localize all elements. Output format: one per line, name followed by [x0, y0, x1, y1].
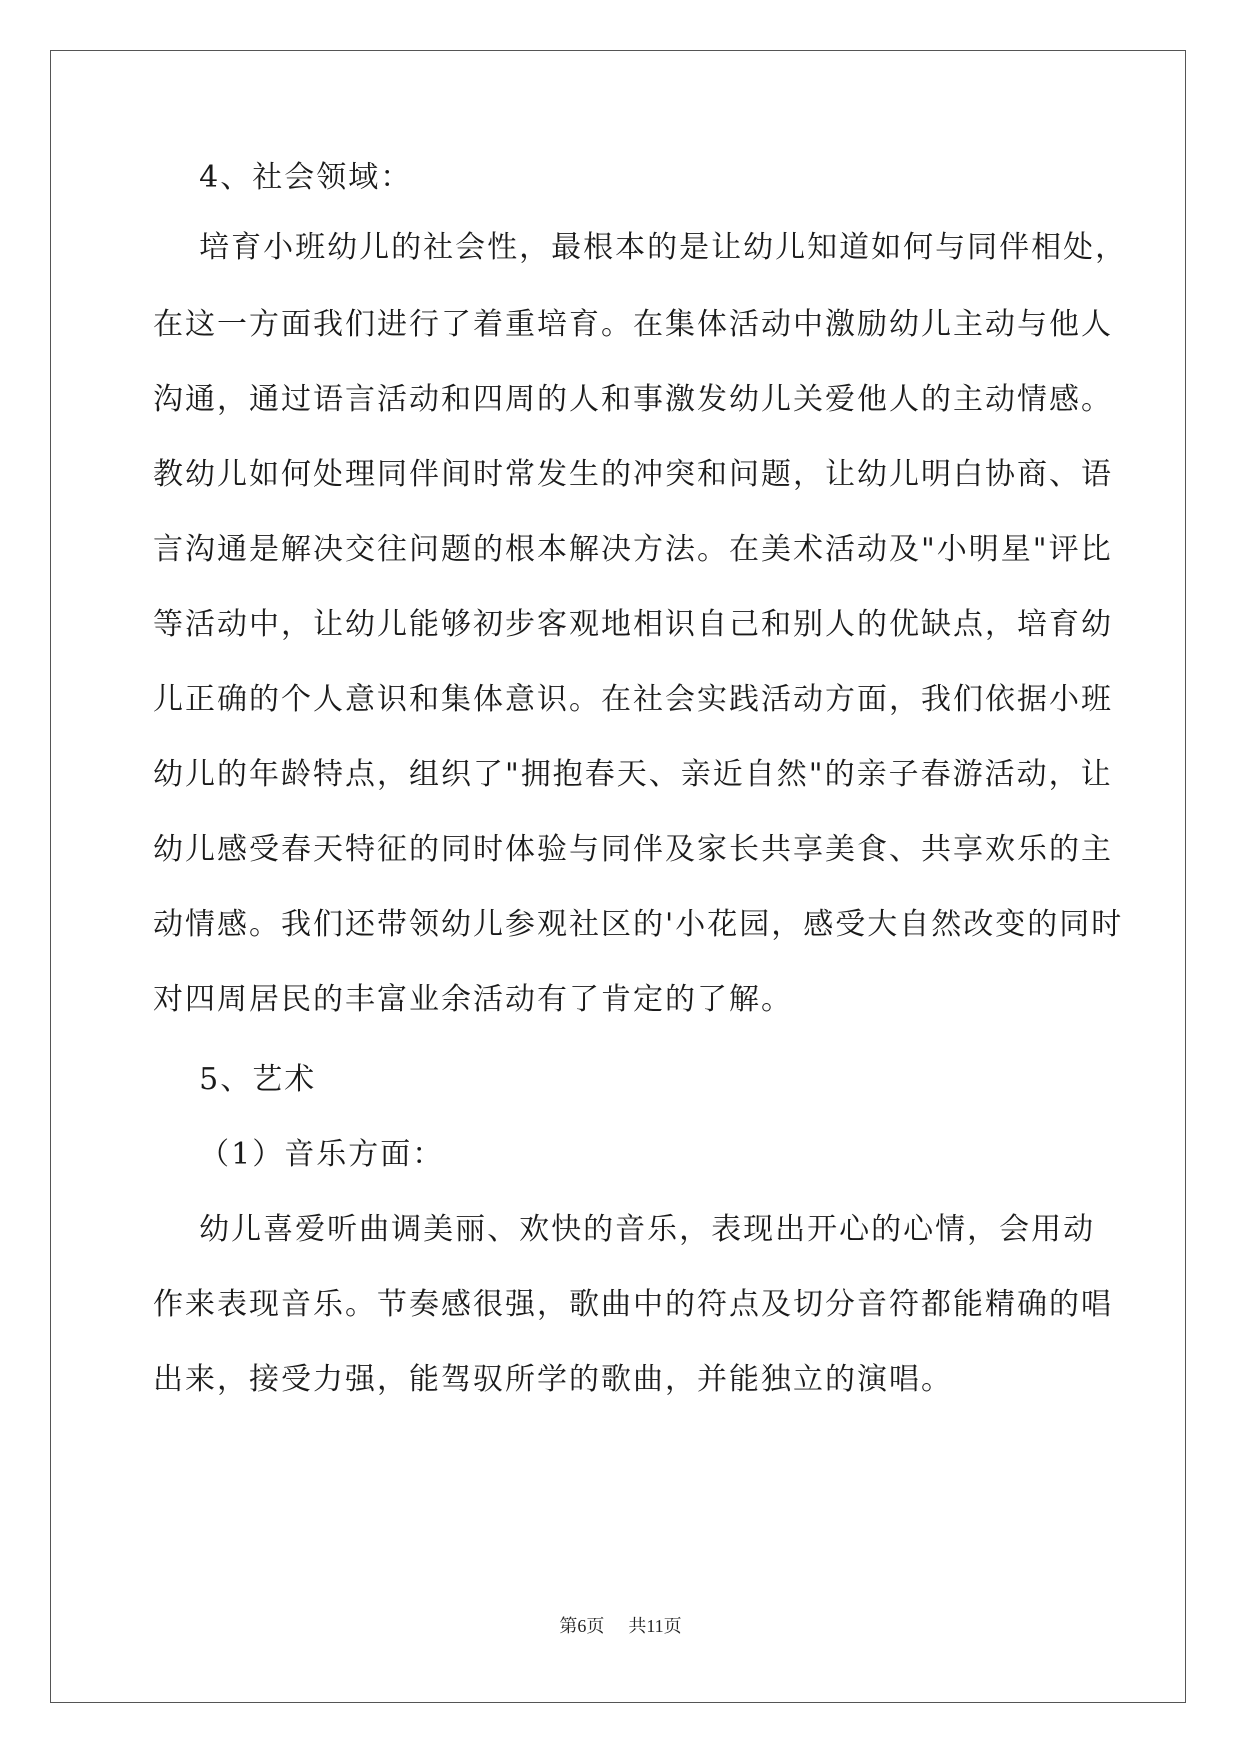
- paragraph-line: 作来表现音乐。节奏感很强，歌曲中的符点及切分音符都能精确的唱: [153, 1287, 1113, 1322]
- paragraph-line: 对四周居民的丰富业余活动有了肯定的了解。: [153, 982, 793, 1017]
- paragraph-line: 4、社会领域：: [153, 160, 413, 195]
- paragraph-line: 在这一方面我们进行了着重培育。在集体活动中激励幼儿主动与他人: [153, 307, 1113, 342]
- paragraph-line: 幼儿感受春天特征的同时体验与同伴及家长共享美食、共享欢乐的主: [153, 832, 1113, 867]
- paragraph-line: （1）音乐方面：: [153, 1137, 445, 1172]
- paragraph-line: 幼儿的年龄特点，组织了"拥抱春天、亲近自然"的亲子春游活动，让: [153, 757, 1113, 792]
- paragraph-line: 等活动中，让幼儿能够初步客观地相识自己和别人的优缺点，培育幼: [153, 607, 1113, 642]
- paragraph-line: 儿正确的个人意识和集体意识。在社会实践活动方面，我们依据小班: [153, 682, 1113, 717]
- paragraph-line: 言沟通是解决交往问题的根本解决方法。在美术活动及"小明星"评比: [153, 532, 1113, 567]
- page-footer: [0, 1612, 1241, 1638]
- paragraph-line: 出来，接受力强，能驾驭所学的歌曲，并能独立的演唱。: [153, 1362, 953, 1397]
- paragraph-line: 教幼儿如何处理同伴间时常发生的冲突和问题，让幼儿明白协商、语: [153, 457, 1113, 492]
- page-total: 共11页: [628, 1616, 682, 1636]
- paragraph-line: 培育小班幼儿的社会性，最根本的是让幼儿知道如何与同伴相处，: [153, 230, 1128, 265]
- paragraph-line: 5、艺术: [153, 1062, 317, 1097]
- page-number: 第6页: [559, 1616, 605, 1636]
- paragraph-line: 沟通，通过语言活动和四周的人和事激发幼儿关爱他人的主动情感。: [153, 382, 1113, 417]
- paragraph-line: 幼儿喜爱听曲调美丽、欢快的音乐，表现出开心的心情，会用动: [153, 1212, 1096, 1247]
- paragraph-line: 动情感。我们还带领幼儿参观社区的'小花园，感受大自然改变的同时: [153, 907, 1124, 942]
- page-border: [50, 50, 1186, 1703]
